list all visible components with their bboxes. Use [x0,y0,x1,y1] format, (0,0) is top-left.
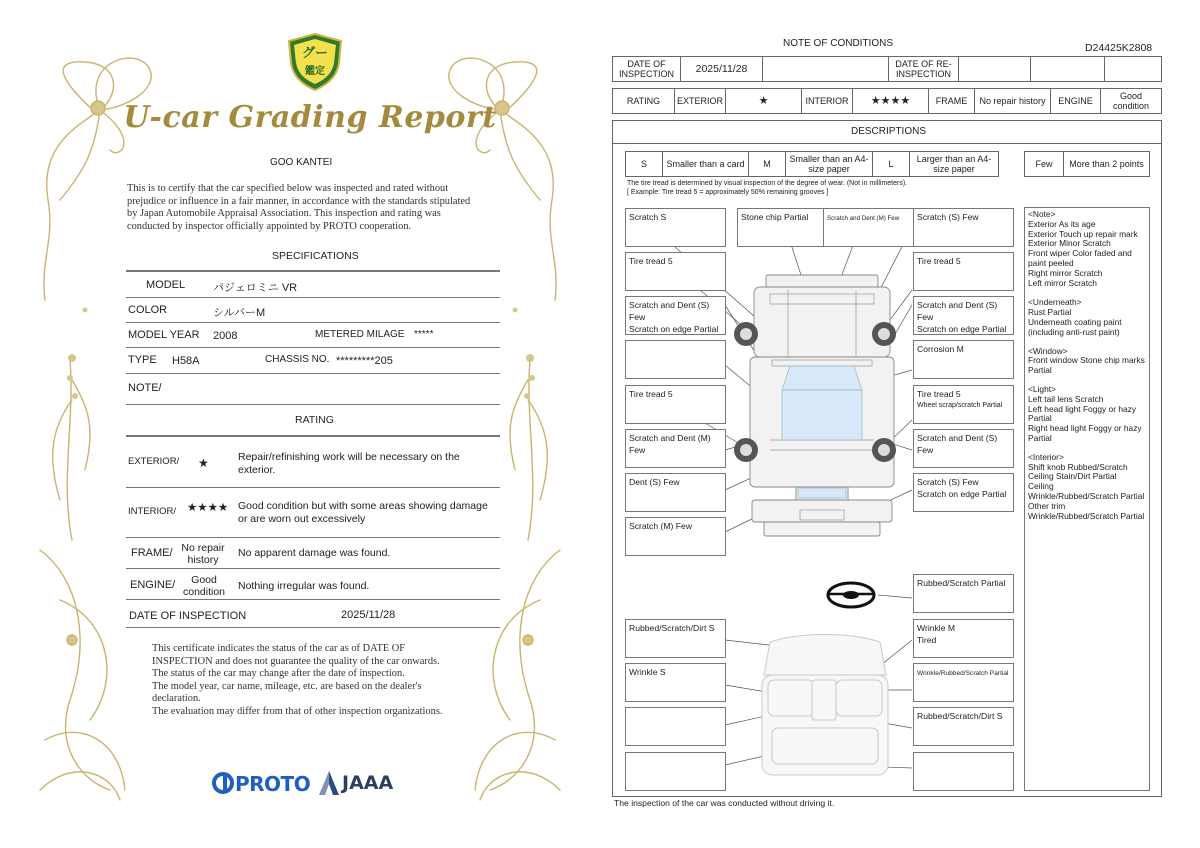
condition-box: Tire tread 5 [913,252,1014,291]
footer-line: The model year, car name, mileage, etc. are based on the dealer's [152,680,422,692]
note-heading: <Interior> [1028,451,1064,462]
conditions-title: NOTE OF CONDITIONS [783,38,893,49]
condition-box [625,340,726,379]
note-line: Exterior As its age [1028,218,1096,229]
note-heading: <Window> [1028,345,1068,356]
condition-box: Tire tread 5 [625,385,726,424]
condition-box: Stone chip Partial [737,208,838,247]
footer-line: This certificate indicates the status of the car as of DATE OF [152,643,406,654]
rating-heading: RATING [295,414,334,426]
legend-l-desc: Larger than an A4-size paper [916,154,992,174]
certify-line: prejudice or influence in a fair manner, in accordance with the standards stipulated [127,195,471,207]
interior-label: INTERIOR/ [128,506,177,517]
engine-rating: Good condition [1112,91,1150,111]
engine-rating: Good condition [182,574,226,598]
note-line: Wrinkle/Rubbed/Scratch Partial [1028,510,1145,521]
note-line: Front wiper Color faded and paint peeled [1028,248,1132,268]
note-line: Right mirror Scratch [1028,267,1103,278]
condition-line: Tire tread 5 [917,389,961,399]
tire-note-line1: The tire tread is determined by visual inspection of the degree of wear. (Not in millimeters). [627,180,908,187]
engine-description: Nothing irregular was found. [238,580,370,592]
legend-s: S [626,152,663,176]
interior-description: Good condition but with some areas showing damage or are worn out excessively [238,500,488,525]
frame-description: No apparent damage was found. [238,547,391,559]
condition-line: Wrinkle M [917,623,956,633]
condition-box: Wrinkle S [625,663,726,702]
condition-box: Rubbed/Scratch/Dirt S [913,707,1014,746]
date-of-inspection-label: DATE OF INSPECTION [129,610,247,622]
proto-wordmark: PROTO [235,772,311,796]
condition-line: Wrinkle/Rubbed/Scratch Partial [917,670,1009,677]
jaaa-wordmark: JAAA [342,772,394,794]
condition-box [625,752,726,791]
color-label: COLOR [128,304,168,316]
legend-m: M [749,152,786,176]
exterior-label: EXTERIOR/ [128,456,180,467]
type-label: TYPE [128,354,157,366]
date-of-reinspection-label: DATE OF RE-INSPECTION [889,57,959,81]
legend-s-desc: Smaller than a card [663,152,749,176]
condition-box [913,619,1014,658]
exterior-rating: ★ [198,456,209,470]
notes-block-interior [1028,453,1146,522]
certify-line: by Japan Automobile Appraisal Association. This inspection and rating was [127,208,441,220]
specifications-heading: SPECIFICATIONS [272,250,359,262]
condition-line: Tired [917,635,937,645]
condition-box: Scratch and Dent (M) Few [625,429,726,468]
frame-label: FRAME/ [131,547,173,559]
condition-line: Wheel scrap/scratch Partial [917,402,1003,409]
interior-label: INTERIOR [802,89,853,113]
frame-label: FRAME [929,89,975,113]
date-of-inspection-value: 2025/11/28 [341,609,396,621]
descriptions-heading: DESCRIPTIONS [851,126,927,137]
model-year-label: MODEL YEAR [128,329,200,341]
note-line: Exterior Minor Scratch [1028,238,1111,249]
condition-box: Scratch and Dent (S) Few [913,429,1014,468]
condition-box [625,707,726,746]
condition-box: Scratch (M) Few [625,517,726,556]
exterior-rating: ★ [726,89,802,113]
badge-line1: グー [301,46,328,61]
condition-box: Scratch (S) Few [913,208,1014,247]
date-of-inspection-label: DATE OF INSPECTION [613,57,681,81]
chassis-label: CHASSIS NO. [265,354,330,365]
note-heading: <Light> [1028,383,1056,394]
rating-label: RATING [613,89,675,113]
color-value: シルバーM [213,307,266,319]
legend-few-desc: More than 2 points [1069,159,1144,169]
interior-rating: ★★★★ [187,502,229,514]
note-heading: <Underneath> [1028,297,1082,308]
condition-line: Scratch and Dent (M) Few [827,215,900,222]
condition-box [913,663,1014,702]
note-line: Left tail lens Scratch [1028,393,1104,404]
notes-block-window [1028,347,1146,376]
condition-box: Dent (S) Few [625,473,726,512]
condition-box [823,208,924,247]
note-heading: <Note> [1028,209,1056,219]
condition-box [913,473,1014,512]
condition-notes [1024,207,1150,791]
chassis-value: *********205 [336,355,393,367]
type-value: H58A [172,355,200,367]
legend-m-desc: Smaller than an A4-size paper [786,152,873,176]
metered-mileage-label: METERED MILAGE [315,329,405,340]
notes-block-light [1028,385,1146,444]
condition-line: Scratch (S) Few [917,477,979,487]
inspection-footer-note: The inspection of the car was conducted without driving it. [614,798,835,808]
condition-box: Tire tread 5 [625,252,726,291]
note-line: Ceiling [1028,481,1054,492]
condition-box [913,385,1014,424]
exterior-description: Repair/refinishing work will be necessary on the exterior. [238,451,460,476]
certify-line: This is to certify that the car specified below was inspected and rated without [127,183,449,194]
date-of-inspection-value: 2025/11/28 [681,57,763,81]
model-label: MODEL [146,279,186,291]
exterior-label: EXTERIOR [675,89,726,113]
note-line: Left mirror Scratch [1028,277,1097,288]
metered-mileage-value: ***** [414,329,434,340]
note-line: Shift knob Rubbed/Scratch [1028,461,1128,472]
footer-line: The evaluation may differ from that of other inspection organizations. [152,705,443,717]
model-value: パジェロミニ VR [213,282,298,294]
interior-rating: ★★★★ [853,89,929,113]
frame-rating: No repair history [975,89,1051,113]
note-line: Ceiling Stain/Dirt Partial [1028,471,1117,482]
notes-block-underneath [1028,298,1146,337]
note-line: Front window Stone chip marks Partial [1028,355,1145,376]
legend-l: L [873,152,910,176]
tire-note-line2: [ Example: Tire tread 5 = approximately 50% remaining grooves ] [627,189,829,196]
note-line: Underneath coating paint (including anti-rust paint) [1028,316,1122,337]
note-line: Exterior Touch up repair mark [1028,228,1138,239]
report-title: U-car Grading Report [123,100,497,135]
frame-rating: No repair history [181,542,225,566]
steering-wheel-icon [828,583,874,607]
condition-box: Corrosion M [913,340,1014,379]
legend-few: Few [1025,152,1064,176]
note-line: Right head light Foggy or hazy Partial [1028,423,1142,443]
footer-line: declaration. [152,693,201,705]
notes-block-general [1028,210,1146,288]
certify-line: conducted by inspector officially appointed by PROTO cooperation. [127,220,412,232]
condition-line: Scratch on edge Partial [917,489,1007,499]
condition-box [913,296,1014,335]
engine-label: ENGINE [1051,89,1101,113]
note-line: Rust Partial [1028,307,1072,318]
condition-line: Scratch and Dent (S) Few [917,300,998,322]
report-subtitle: GOO KANTEI [270,157,333,168]
condition-box: Rubbed/Scratch Partial [913,574,1014,613]
condition-line: Scratch and Dent (S) Few [629,300,710,322]
report-id: D24425K2808 [1085,42,1153,54]
footer-line: INSPECTION and does not guarantee the quality of the car onwards. [152,655,440,667]
note-line: Left head light Foggy or hazy Partial [1028,403,1137,424]
engine-label: ENGINE/ [130,579,176,591]
model-year-value: 2008 [213,330,238,342]
note-line: Other trim [1028,500,1066,511]
condition-box [625,296,726,335]
note-line: Wrinkle/Rubbed/Scratch Partial [1028,490,1145,501]
condition-line: Scratch on edge Partial [917,324,1007,334]
footer-line: The status of the car may change after the date of inspection. [152,668,405,680]
condition-box: Scratch S [625,208,726,247]
note-label: NOTE/ [128,382,162,394]
badge-line2: 鑑定 [305,66,325,77]
condition-line: Scratch on edge Partial [629,324,719,334]
condition-box: Rubbed/Scratch/Dirt S [625,619,726,658]
condition-box [913,752,1014,791]
